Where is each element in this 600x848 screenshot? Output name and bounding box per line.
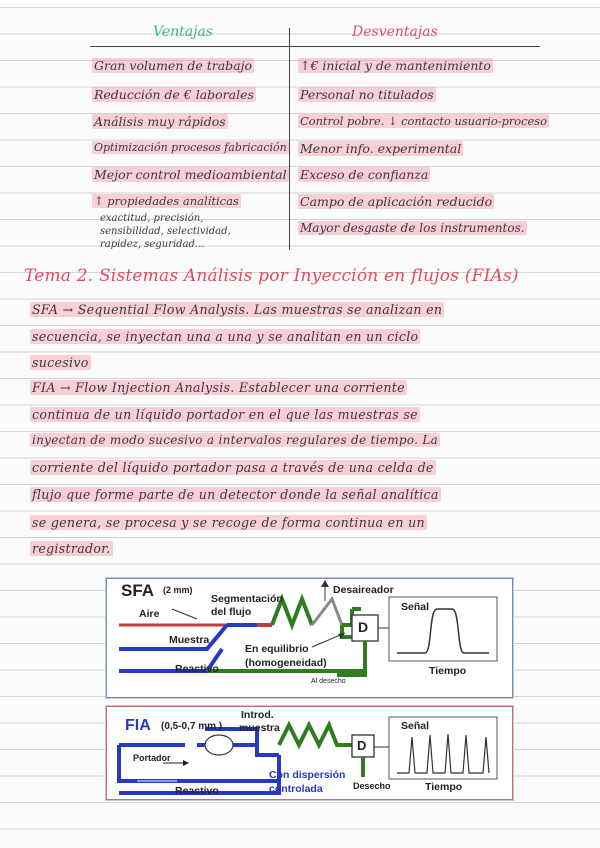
paragraph-line: corriente del líquido portador pasa a través de una celda de: [32, 460, 434, 475]
sfa-diagram: [106, 578, 513, 698]
desventaja-item: Menor info. experimental: [300, 141, 462, 156]
fia-desecho-label: Desecho: [353, 781, 391, 791]
sfa-tiempo-label: Tiempo: [429, 665, 467, 677]
sfa-segmentacion-label: del flujo: [211, 606, 252, 618]
fia-detector-label: D: [357, 738, 367, 753]
ventaja-item: Gran volumen de trabajo: [94, 58, 253, 73]
paragraph-line: sucesivo: [32, 355, 89, 370]
paragraph-line: registrador.: [32, 541, 111, 556]
fia-portador-label: Portador: [133, 753, 171, 763]
paragraph-line: FIA → Flow Injection Analysis. Establecer una corriente: [32, 380, 405, 395]
ventaja-item: Análisis muy rápidos: [94, 114, 226, 129]
desventaja-item: ↑€ inicial y de mantenimiento: [300, 58, 491, 73]
ventaja-note: rapidez, seguridad...: [100, 239, 205, 250]
sfa-equilibrio-label: (homogeneidad): [245, 657, 327, 669]
fia-senal-label: Señal: [401, 720, 430, 732]
sfa-reactivo-label: Reactivo: [175, 663, 219, 675]
desventajas-header: Desventajas: [352, 24, 438, 40]
sfa-detector-label: D: [358, 619, 369, 635]
ventaja-item: Reducción de € laborales: [94, 87, 254, 102]
paragraph-line: se genera, se procesa y se recoge de forma continua en un: [32, 515, 425, 530]
fia-dispersion-label: controlada: [269, 783, 323, 795]
fia-diagram: [106, 706, 513, 800]
ventaja-item: ↑ propiedades analíticas: [94, 194, 239, 208]
fia-title: FIA: [125, 717, 151, 734]
sfa-segmentacion-label: Segmentación: [211, 593, 283, 605]
sfa-desecho-label: Al desecho: [311, 678, 346, 685]
fia-introd-label: muestra: [239, 722, 280, 734]
sfa-equilibrio-label: En equilibrio: [245, 643, 309, 655]
sfa-size: (2 mm): [163, 585, 193, 595]
fia-tiempo-label: Tiempo: [425, 781, 463, 793]
ventaja-note: exactitud, precisión,: [100, 213, 204, 224]
table-header-rule: [90, 46, 540, 47]
fia-introd-label: Introd.: [241, 709, 274, 721]
section-title: Tema 2. Sistemas Análisis por Inyección en flujos (FIAs): [24, 266, 519, 286]
table-divider: [289, 28, 290, 250]
ventaja-item: Optimización procesos fabricación: [94, 141, 287, 154]
fia-size: (0,5-0,7 mm ): [161, 721, 223, 732]
fia-reactivo-label: Reactivo: [175, 785, 219, 797]
ventaja-note: sensibilidad, selectividad,: [100, 226, 231, 237]
desventaja-item: Personal no titulados: [300, 87, 434, 102]
desventaja-item: Mayor desgaste de los instrumentos.: [300, 221, 525, 235]
paragraph-line: secuencia, se inyectan una a una y se analitan en un ciclo: [32, 329, 419, 344]
sfa-desaireador-label: Desaireador: [333, 584, 394, 596]
desventaja-item: Exceso de confianza: [300, 167, 429, 182]
desventaja-item: Campo de aplicación reducido: [300, 194, 493, 209]
desventaja-item: Control pobre. ↓ contacto usuario-proceso: [300, 114, 547, 128]
sfa-title: SFA: [121, 581, 155, 600]
ventajas-header: Ventajas: [153, 24, 213, 40]
sfa-senal-label: Señal: [401, 601, 430, 613]
ventaja-item: Mejor control medioambiental: [94, 167, 287, 182]
sfa-schematic: [107, 579, 512, 697]
paragraph-line: SFA → Sequential Flow Analysis. Las muestras se analizan en: [32, 302, 443, 317]
paragraph-line: flujo que forme parte de un detector donde la señal analítica: [32, 487, 439, 502]
sfa-aire-label: Aire: [139, 608, 160, 620]
fia-dispersion-label: Con dispersión: [269, 769, 346, 781]
paragraph-line: inyectan de modo sucesivo a intervalos regulares de tiempo. La: [32, 433, 439, 447]
sfa-muestra-label: Muestra: [169, 634, 210, 646]
paragraph-line: continua de un líquido portador en el que las muestras se: [32, 407, 418, 422]
